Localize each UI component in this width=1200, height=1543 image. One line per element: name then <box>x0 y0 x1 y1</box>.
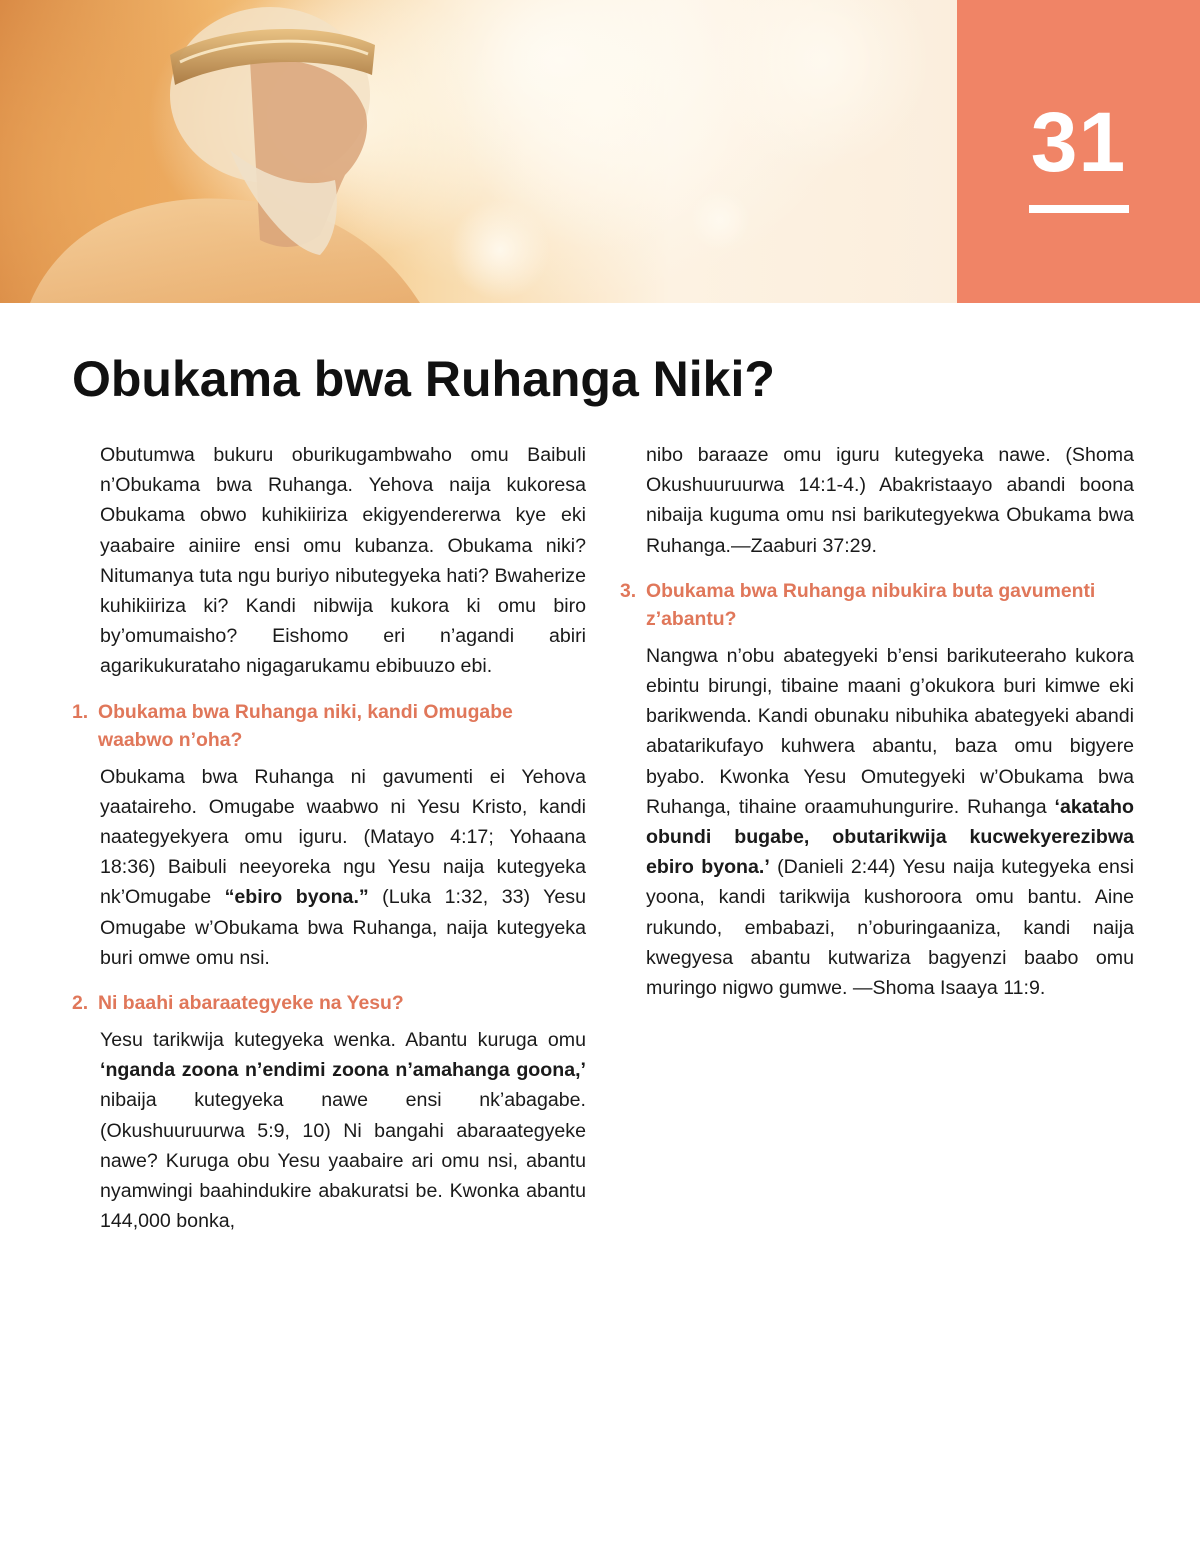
question-2 <box>72 989 586 1017</box>
question-text: Obukama bwa Ruhanga niki, kandi Omugabe waabwo n’oha? <box>98 700 513 751</box>
question-text: Obukama bwa Ruhanga nibukira buta gavumenti z’abantu? <box>646 579 1096 630</box>
answer-3-paragraph <box>646 641 1134 1003</box>
hero-image <box>0 0 957 303</box>
king-with-crown-illustration <box>0 0 957 303</box>
answer-emphasis: ‘akataho obundi bugabe, obutarikwija kucwekyerezibwa ebiro byona.’ <box>646 795 1134 879</box>
answer-text: Nangwa n’obu abategyeki b’ensi barikuteeraho kukora ebintu birungi, tibaine maani g’okukora buri kimwe eki barikwenda. Kandi obunaku nibuhika abategyeki abandi abatarikufayo kuhwera abantu, baza omu bigyere byabo. Kwonka Yesu Omutegyeki w’Obukama bwa Ruhanga, tihaine oraamuhungurire. Ruhanga <box>646 644 1134 818</box>
answer-2-paragraph <box>100 1025 586 1236</box>
question-number: 1. <box>72 700 89 723</box>
page-title: Obukama bwa Ruhanga Niki? <box>72 351 775 407</box>
answer-emphasis: “ebiro byona.” <box>224 886 369 909</box>
question-text: Ni baahi abaraategyeke na Yesu? <box>98 992 404 1015</box>
question-1 <box>72 698 586 754</box>
answer-text: nibaija kutegyeka nawe ensi nk’abagabe. (Okushuuruurwa 5:9, 10) Ni bangahi abaraategyeke nawe? Kuruga obu Yesu yaabaire ari omu nsi, abantu nyamwingi baahindukire abakuratsi be. Kwonka abantu 144,000 bonka, <box>100 1089 586 1233</box>
answer-text: (Luka 1:32, 33) Yesu Omugabe w’Obukama bwa Ruhanga, naija kutegyeka buri omwe omu nsi. <box>100 886 587 969</box>
intro-paragraph: Obutumwa bukuru oburikugambwaho omu Baibuli n’Obukama bwa Ruhanga. Yehova naija kukoresa Obukama obwo kuhikiiriza ekigyendererwa kye eki yaabaire ainiire ensi omu kubanza. Obukama niki? Nitumanya tuta ngu buriyo nibutegyeka hati? Bwaherize kuhikiiriza ki? Kandi nibwija kukora ki omu biro by’omumaisho? Eishomo eri n’agandi abiri agarikukurataho nigagarukamu ebibuuzo ebi. <box>100 444 586 678</box>
left-column <box>72 440 586 1236</box>
question-number: 3. <box>620 579 637 602</box>
answer-2-continued: nibo baraaze omu iguru kutegyeka nawe. (Shoma Okushuuruurwa 14:1-4.) Abakristaayo abandi boona nibaija kuguma omu nsi barikutegyekwa Obukama bwa Ruhanga.—Zaaburi 37:29. <box>646 444 1134 557</box>
chapter-underline <box>1029 205 1129 213</box>
chapter-number: 31 <box>1030 95 1127 189</box>
question-3 <box>620 577 1134 633</box>
answer-text: (Danieli 2:44) Yesu naija kutegyeka ensi yoona, kandi tarikwija kushoroora omu bantu. Aine rukundo, embabazi, n’oburingaaniza, kandi naija kwegyesa abantu kutwariza bagyenzi baabo omu muringo nigwo gumwe. —Shoma Isaaya 11:9. <box>646 856 1134 1000</box>
answer-1-paragraph <box>100 762 586 973</box>
chapter-badge <box>957 0 1200 303</box>
answer-text: Obukama bwa Ruhanga ni gavumenti ei Yehova yaataireho. Omugabe waabwo ni Yesu Kristo, kandi naategyekyera omu iguru. (Matayo 4:17; Yohaana 18:36) Baibuli neeyoreka ngu Yesu naija kutegyeka nk’Omugabe <box>100 765 586 909</box>
answer-emphasis: ‘nganda zoona n’endimi zoona n’amahanga goona,’ <box>100 1059 586 1082</box>
answer-text: Yesu tarikwija kutegyeka wenka. Abantu kuruga omu <box>100 1029 586 1052</box>
right-column <box>620 440 1134 1003</box>
question-number: 2. <box>72 992 89 1015</box>
